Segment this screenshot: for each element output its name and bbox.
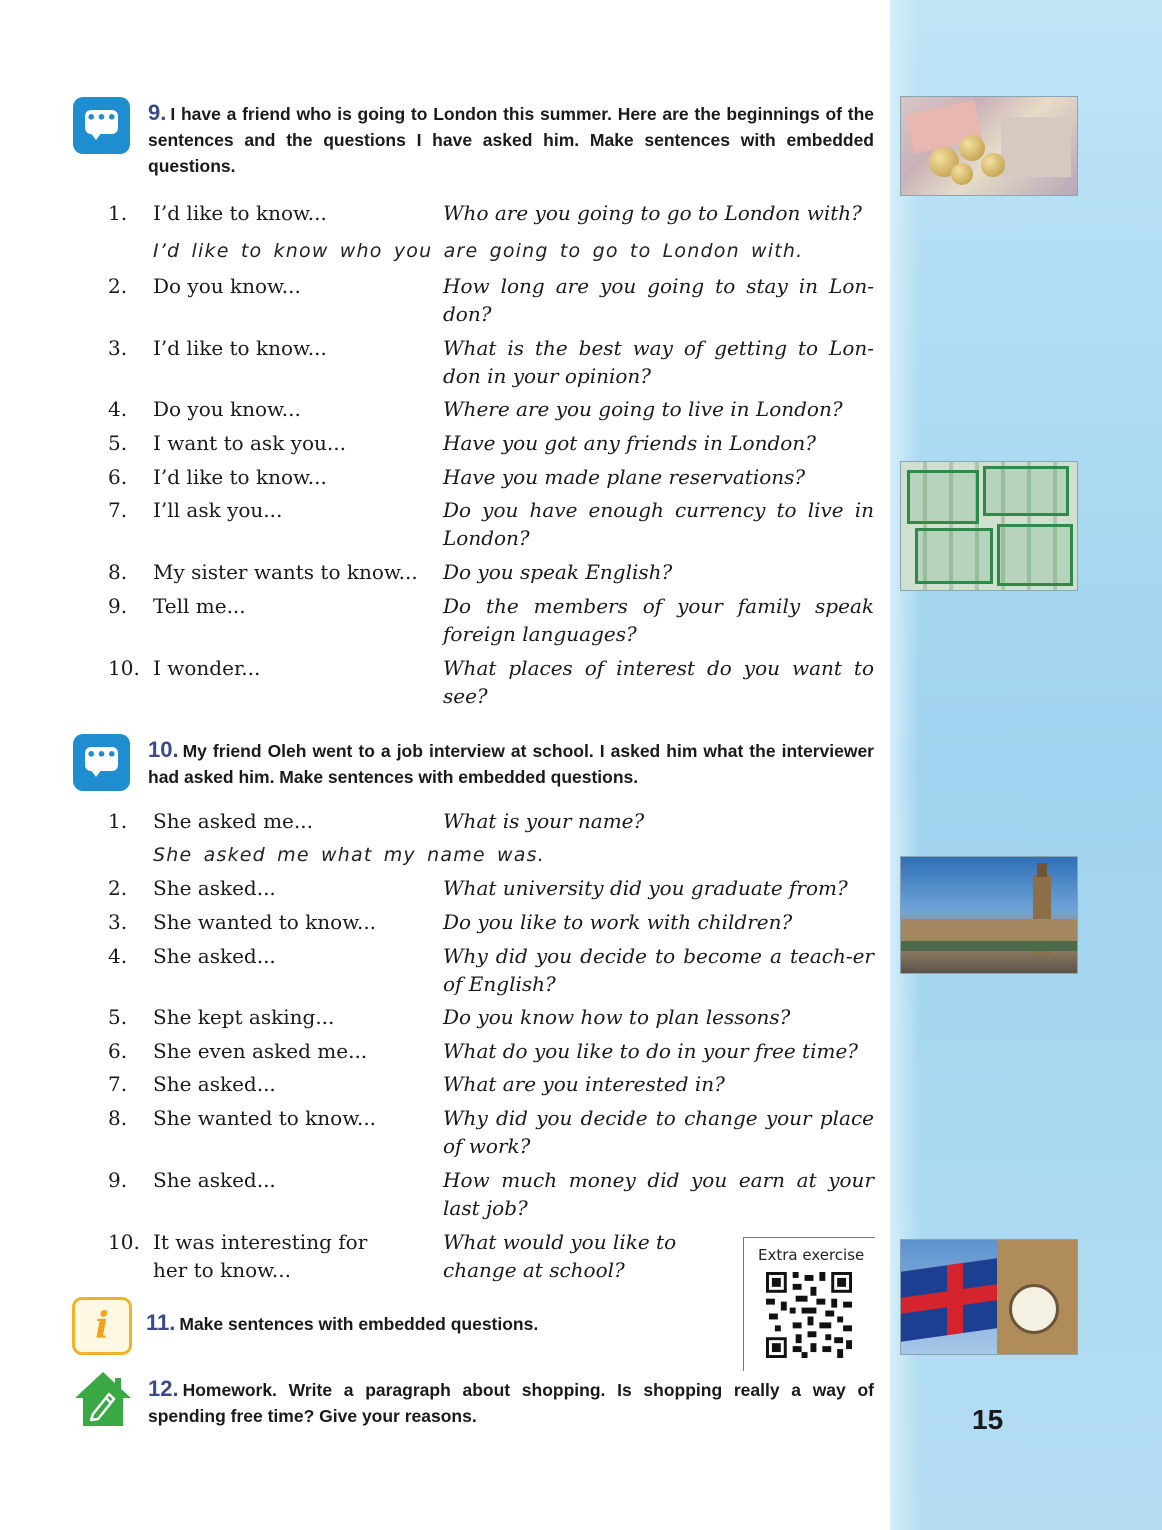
westminster-photo [900,856,1078,974]
stamp-shape [915,528,993,584]
item-beginning: She asked... [153,876,276,900]
coin-shape [981,153,1005,177]
item-beginning: I wonder... [153,656,261,680]
tower-spire-shape [1037,863,1047,877]
page-number: 15 [972,1404,1004,1435]
ex9-example-answer: I’d like to know who you are going to go to London with. [153,240,804,262]
item-question: Why did you decide to change your place of work? [443,1106,874,1158]
item-question: What places of interest do you want to see? [443,656,874,708]
coin-shape [951,163,973,185]
exercise-instruction: Homework. Write a paragraph about shopping. Is shopping really a way of spending free time? Give your reasons. [148,1380,874,1426]
item-question: Do you know how to plan lessons? [443,1005,791,1029]
item-number: 7. [108,1072,128,1096]
item-question: Do you speak English? [443,560,673,584]
item-beginning: I’ll ask you... [153,498,283,522]
item-question: Where are you going to live in London? [443,397,843,421]
item-number: 10. [108,1230,140,1254]
item-number: 5. [108,1005,128,1029]
qr-code[interactable] [766,1272,852,1358]
exercise-9-title [148,100,874,179]
item-beginning: I’d like to know... [153,201,327,225]
item-beginning: I’d like to know... [153,336,327,360]
item-number: 1. [108,809,128,833]
passport-stamps-photo [900,461,1078,591]
item-question: Do the members of your family speak foreign languages? [443,594,874,646]
item-number: 6. [108,1039,128,1063]
item-question: How much money did you earn at your last job? [443,1168,874,1220]
exercise-instruction: Make sentences with embedded questions. [179,1314,539,1334]
item-question: What do you like to do in your free time? [443,1039,858,1063]
item-question: Who are you going to go to London with? [443,201,862,225]
item-number: 7. [108,498,128,522]
exercise-10-title [148,737,874,790]
bubble-dots: ••• [85,110,118,134]
item-beginning: She asked me... [153,809,313,833]
bubble-tail [90,132,102,140]
item-number: 3. [108,910,128,934]
item-question: How long are you going to stay in Lon-don? [443,274,874,326]
item-number: 2. [108,876,128,900]
item-question: What is your name? [443,809,645,833]
item-beginning: I’d like to know... [153,465,327,489]
flag-cross-shape [947,1263,963,1335]
money-photo [900,96,1078,196]
ex10-example-answer: She asked me what my name was. [153,844,545,866]
item-question: What are you interested in? [443,1072,725,1096]
item-beginning: She wanted to know... [153,910,377,934]
exercise-instruction: I have a friend who is going to London this summer. Here are the beginnings of the sentences and the questions I have asked him. Make sentences with embedded questions. [148,104,874,176]
item-number: 5. [108,431,128,455]
bubble-tail [90,769,102,777]
item-number: 1. [108,201,128,225]
exercise-11-title [146,1310,726,1337]
item-beginning: She asked... [153,944,276,968]
item-question: Do you have enough currency to live in London? [443,498,874,550]
exercise-12-title [148,1376,874,1429]
item-number: 4. [108,944,128,968]
item-number: 6. [108,465,128,489]
item-question: Have you got any friends in London? [443,431,816,455]
banknote-queen-shape [1001,117,1071,177]
exercise-number: 9. [148,100,167,125]
item-beginning: She asked... [153,1072,276,1096]
info-icon: i [72,1297,132,1355]
item-question: Why did you decide to become a teach-er of English? [443,944,874,996]
item-number: 10. [108,656,140,680]
item-beginning: Tell me... [153,594,246,618]
item-beginning: I want to ask you... [153,431,346,455]
item-question: What university did you graduate from? [443,876,848,900]
flag-big-ben-photo [900,1239,1078,1355]
exercise-instruction: My friend Oleh went to a job interview at school. I asked him what the interviewer had asked him. Make sentences with embedded questions. [148,741,874,787]
parliament-shape [901,919,1077,943]
homework-house-icon [73,1370,133,1430]
item-beginning: She wanted to know... [153,1106,377,1130]
coin-shape [959,135,985,161]
item-beginning: It was interesting for her to know... [153,1230,368,1282]
item-number: 4. [108,397,128,421]
extra-exercise-box[interactable] [743,1237,875,1371]
item-beginning: She kept asking... [153,1005,335,1029]
bridge-shape [901,941,1077,951]
stamp-shape [907,470,979,524]
chat-bubble-icon [73,734,130,791]
exercise-number: 12. [148,1376,179,1401]
item-question: What is the best way of getting to Lon-don in your opinion? [443,336,874,388]
item-number: 2. [108,274,128,298]
chat-bubble-icon [73,97,130,154]
clock-face-shape [1009,1284,1059,1334]
item-question: What would you like to change at school? [443,1230,677,1282]
extra-exercise-label: Extra exercise [758,1246,865,1264]
stamp-shape [983,466,1069,516]
stamp-shape [997,524,1073,586]
item-number: 3. [108,336,128,360]
item-beginning: My sister wants to know... [153,560,418,584]
item-beginning: Do you know... [153,274,301,298]
bubble-dots: ••• [85,747,118,771]
item-beginning: She even asked me... [153,1039,368,1063]
item-number: 8. [108,560,128,584]
item-beginning: She asked... [153,1168,276,1192]
item-question: Have you made plane reservations? [443,465,806,489]
item-number: 9. [108,594,128,618]
item-number: 9. [108,1168,128,1192]
item-question: Do you like to work with children? [443,910,793,934]
exercise-number: 11. [146,1310,176,1335]
exercise-number: 10. [148,737,179,762]
item-beginning: Do you know... [153,397,301,421]
item-number: 8. [108,1106,128,1130]
